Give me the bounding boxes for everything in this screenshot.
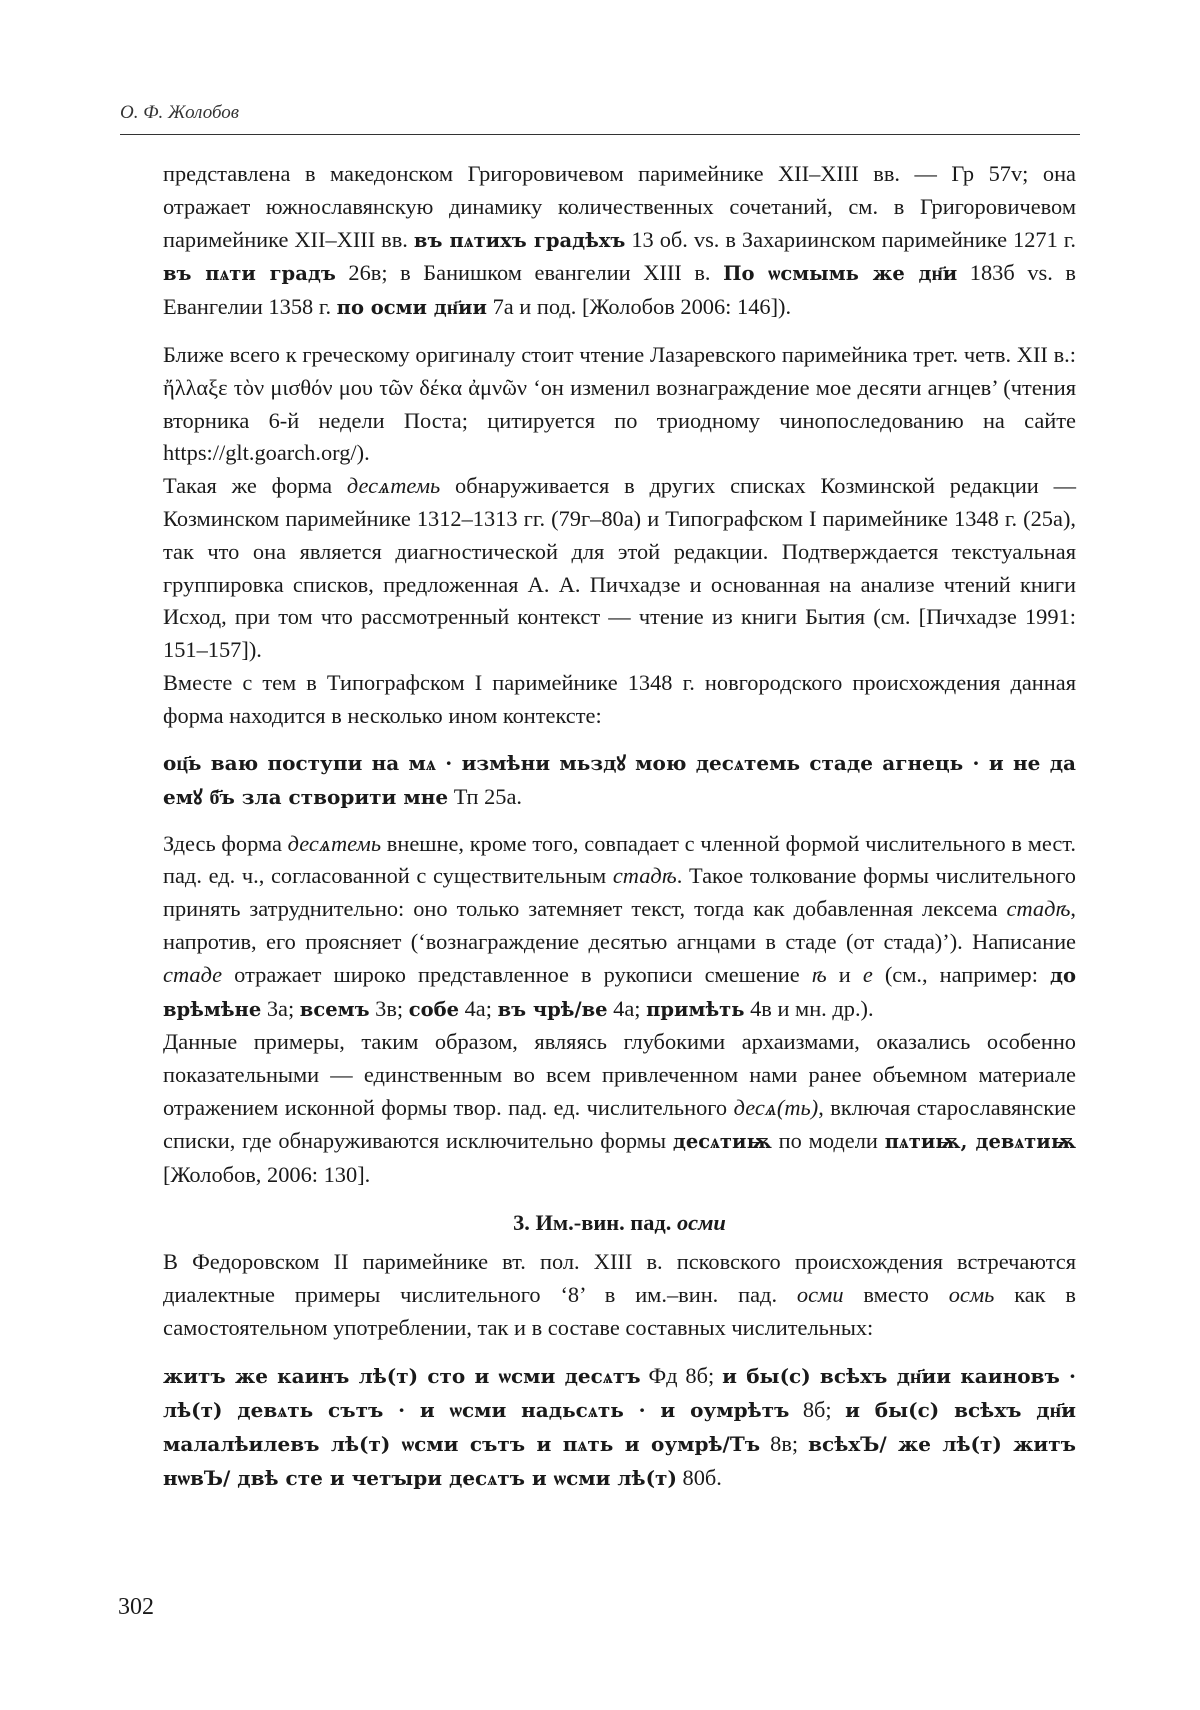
page-number: 302 bbox=[118, 1594, 154, 1620]
paragraph-5: Здесь форма десѧтемь внешне, кроме того, совпадает с членной формой числительного в мест. пад. ед. ч., согласованной с существительным стадѣ. Такое толкование формы числительного принять затруднительно: оно только затемняет текст, тогда как добавленная лексема стадѣ, напротив, его проясняет (‘вознаграждение десятью агнцами в стаде (от стада)’). Написание стаде отражает широко представленное в рукописи смешение ѣ и е (см., например: до врѣмѣне 3а; всемъ 3в; собе 4а; въ чрѣ/ве 4а; примѣть 4в и мн. др.). bbox=[163, 830, 1076, 1021]
paragraph-2: Ближе всего к греческому оригиналу стоит чтение Лазаревского паримейника трет. четв. XII в.: ἤλλαξε τὸν μισθόν μου τῶν δέκα ἀμνῶν ‘он изменил вознаграждение мое десяти агнцев’ (чтения вторника 6-й недели Поста; цитируется по триодному чинопоследованию на сайте https://glt.goarch.org/). bbox=[163, 341, 1076, 466]
running-head: О. Ф. Жолобов bbox=[120, 102, 240, 123]
slavonic-citation: въ пѧти градъ bbox=[163, 262, 336, 286]
section-heading: 3. Им.-вин. пад. осми bbox=[513, 1210, 726, 1236]
paragraph-3: Такая же форма десѧтемь обнаруживается в других списках Козминской редакции — Козминском паримейнике 1312–1313 гг. (79г–80а) и Типографском I паримейнике 1348 г. (25а), так что она является диагностической для этой редакции. Подтверждается текстуальная группировка списков, предложенная А. А. Пичхадзе и основанная на анализе чтений книги Исход, при том что рассмотренный контекст — чтение из книги Бытия (см. [Пичхадзе 1991: 151–157]). bbox=[163, 473, 1076, 663]
header-rule bbox=[120, 134, 1080, 135]
main-text bbox=[163, 158, 1076, 1495]
paragraph-4: Вместе с тем в Типографском I паримейнике 1348 г. новгородского происхождения данная форма находится в несколько ином контексте: bbox=[163, 669, 1076, 728]
slavonic-citation: По ѡсмымь же дн҃и bbox=[723, 262, 958, 286]
paragraph-7: В Федоровском II паримейнике вт. пол. XIII в. псковского происхождения встречаются диалектные примеры числительного ‘8’ в им.–вин. пад. осми вместо осмь как в самостоятельном употреблении, так и в составе составных числительных: bbox=[163, 1249, 1076, 1340]
slavonic-citation: по осми дн҃ии bbox=[336, 296, 487, 320]
slavonic-quote-2: житъ же каинъ лѣ(т) сто и ѡсми десѧтъ Фд 8б; и бы(с) всѣхъ дн҃ии каиновъ · лѣ(т) девѧть сътъ · и ѡсми надьсѧть · и оумрѣтъ 8б; и бы(с) всѣхъ дн҃и малалѣилевъ лѣ(т) ѡсми сътъ и пѧть и оумрѣ/Тъ 8в; всѣхЪ/ же лѣ(т) житъ нѡвЪ/ двѣ сте и четꙑри десѧтъ и ѡсми лѣ(т) 80б. bbox=[163, 1362, 1077, 1490]
paragraph-6: Данные примеры, таким образом, являясь глубокими архаизмами, оказались особенно показательными — единственным во всем привлеченном нами ранее объемном материале отражением исконной формы твор. пад. ед. числительного десѧ(ть), включая старославянские списки, где обнаруживаются исключительно формы десѧтиѭ по модели пѧтиѭ, девѧтиѭ [Жолобов, 2006: 130]. bbox=[163, 1029, 1076, 1187]
slavonic-citation: въ пѧтихъ градѣхъ bbox=[413, 228, 626, 252]
slavonic-quote-1: оц҃ь ваю поступи на мѧ · измѣни мьздꙋ мою десѧтемь стаде агнець · и не да емꙋ б҃ъ зла створити мне Тп 25а. bbox=[163, 750, 1076, 809]
paragraph-1: представлена в македонском Григоровичевом паримейнике XII–XIII вв. — Гр 57v; она отражает южнославянскую динамику количественных сочетаний, см. в Григоровичевом паримейнике XII–XIII вв. въ пѧтихъ градѣхъ 13 об. vs. в Захариинском паримейнике 1271 г. въ пѧти градъ 26в; в Банишком евангелии XIII в. По ѡсмымь же дн҃и 183б vs. в Евангелии 1358 г. по осми дн҃ии 7а и под. [Жолобов 2006: 146]). bbox=[163, 161, 1077, 320]
